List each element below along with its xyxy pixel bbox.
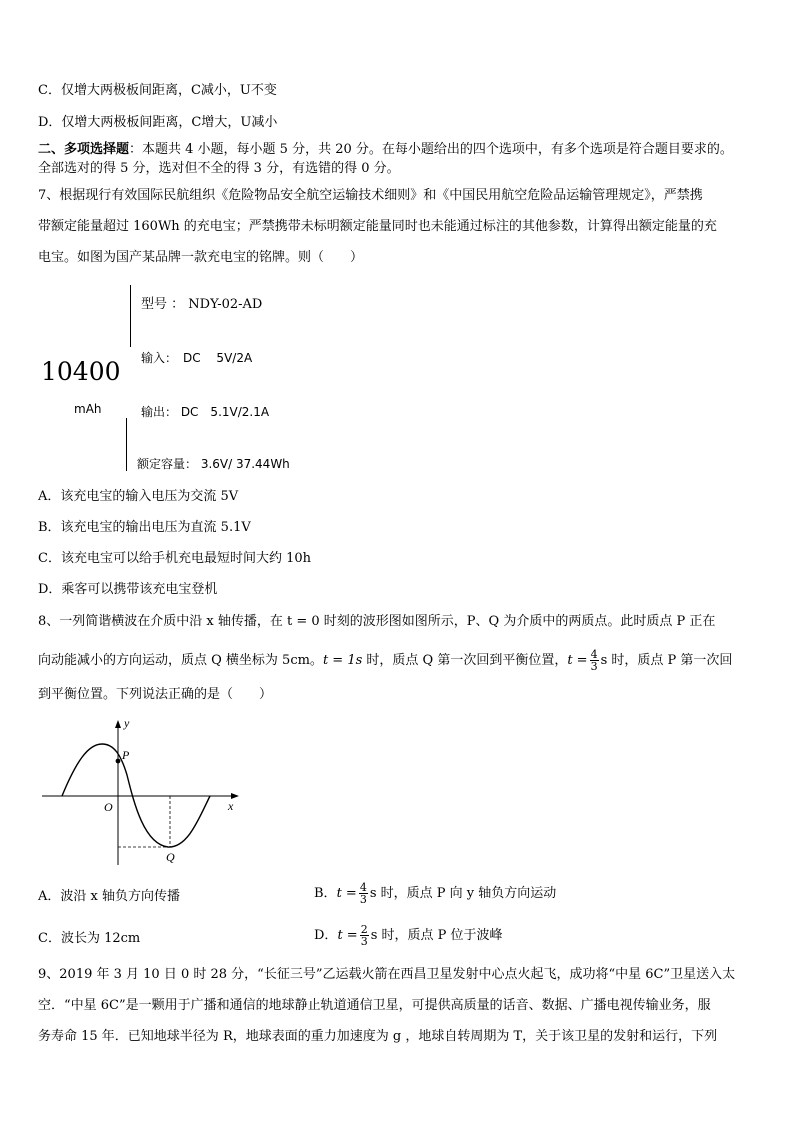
q7-stem-line1: 7、根据现行有效国际民航组织《危险物品安全航空运输技术细则》和《中国民用航空危险品运输管理规定》，严禁携 (38, 188, 703, 203)
q8-stem-line2-part3: s 时，质点 P 第一次回 (600, 653, 733, 668)
nameplate-divider-top (130, 285, 131, 347)
nameplate-divider-bottom (126, 418, 127, 471)
q7-stem-line3: 电宝。如图为国产某品牌一款充电宝的铭牌。则（ ） (38, 250, 364, 265)
label-o: O (104, 800, 113, 814)
label-p: P (122, 748, 130, 762)
q8-option-b-fraction (359, 882, 368, 905)
q8-stem-line2-part2: 时，质点 Q 第一次回到平衡位置， (362, 653, 568, 668)
q8-fraction-num: 4 (590, 648, 598, 661)
q8-fraction-den: 3 (590, 660, 598, 673)
section-2-instructions-line2: 全部选对的得 5 分，选对但不全的得 3 分，有选错的得 0 分。 (38, 161, 400, 176)
q9-stem-line1: 9、2019 年 3 月 10 日 0 时 28 分，“长征三号”乙运载火箭在西昌卫星发射中心点火起飞，成功将“中星 6C”卫星送入太 (38, 967, 736, 982)
q7-option-a: A．该充电宝的输入电压为交流 5V (38, 489, 239, 504)
nameplate-capacity-value: 10400 (41, 357, 121, 386)
q9-stem-line3: 务寿命 15 年．已知地球半径为 R，地球表面的重力加速度为 g ，地球自转周期为 T，关于该卫星的发射和运行，下列 (38, 1029, 718, 1044)
q8-stem-line1: 8、一列简谐横波在介质中沿 x 轴传播，在 t = 0 时刻的波形图如图所示，P、Q 为介质中的两质点。此时质点 P 正在 (38, 614, 716, 629)
q6-option-c: C．仅增大两极板间距离，C减小，U不变 (38, 83, 277, 98)
q8-fraction-4-3 (590, 649, 599, 672)
q8-option-b-t: t = (336, 886, 357, 901)
nameplate-output: 输出： DC 5.1V/2.1A (141, 405, 270, 419)
q8-option-d-label: D． (314, 928, 338, 943)
label-q: Q (166, 850, 175, 864)
q8-option-d-t: t = (337, 928, 358, 943)
nameplate-model: 型号 ： NDY-02-AD (141, 297, 263, 312)
q7-stem-line2: 带额定能量超过 160Wh 的充电宝；严禁携带未标明额定能量同时也未能通过标注的其他参数，计算得出额定能量的充 (38, 219, 717, 234)
q8-option-b (314, 882, 556, 905)
nameplate-rated-capacity: 额定容量： 3.6V/ 37.44Wh (137, 457, 290, 471)
q8-option-b-label: B． (314, 886, 337, 901)
q7-option-b: B．该充电宝的输出电压为直流 5.1V (38, 520, 251, 535)
nameplate-capacity-unit: mAh (74, 402, 102, 416)
section-2-title: 二、多项选择题 (38, 142, 130, 157)
q8-wave-figure (38, 715, 253, 875)
q8-stem-line3: 到平衡位置。下列说法正确的是（ ） (38, 687, 273, 702)
label-y: y (124, 716, 130, 730)
point-p (116, 759, 121, 764)
q9-stem-line2: 空．“中星 6C”是一颗用于广播和通信的地球静止轨道通信卫星，可提供高质量的话音、数据、广播电视传输业务，服 (38, 998, 711, 1013)
q8-option-b-num: 4 (359, 881, 367, 894)
q8-time-var: t = (567, 653, 588, 668)
q8-option-a: A．波沿 x 轴负方向传播 (38, 889, 180, 904)
nameplate-input: 输入： DC 5V/2A (141, 351, 253, 365)
q6-option-d: D．仅增大两极板间距离，C增大，U减小 (38, 115, 278, 130)
q8-stem-line2 (38, 649, 732, 672)
q8-option-d-den: 3 (360, 935, 368, 948)
q7-option-c: C．该充电宝可以给手机充电最短时间大约 10h (38, 551, 311, 566)
q8-option-b-text: s 时，质点 P 向 y 轴负方向运动 (369, 886, 557, 901)
q8-option-b-den: 3 (359, 893, 367, 906)
y-axis-arrow (115, 720, 121, 728)
q8-option-d-num: 2 (360, 923, 368, 936)
q7-option-d: D．乘客可以携带该充电宝登机 (38, 582, 218, 597)
section-2-rule: ：本题共 4 小题，每小题 5 分，共 20 分。在每小题给出的四个选项中，有多个选项是符合题目要求的。 (129, 142, 733, 157)
q8-option-d-fraction (360, 924, 369, 947)
q8-stem-line2-part1: 向动能减小的方向运动，质点 Q 横坐标为 5cm。 (38, 653, 323, 668)
section-2-instructions-line1 (38, 141, 733, 159)
q8-option-c: C．波长为 12cm (38, 931, 141, 946)
q8-option-d (314, 924, 503, 947)
label-x: x (228, 799, 234, 813)
q8-option-d-text: s 时，质点 P 位于波峰 (370, 928, 503, 943)
q8-time-1s: t = 1s (322, 653, 363, 668)
powerbank-nameplate (38, 285, 338, 475)
